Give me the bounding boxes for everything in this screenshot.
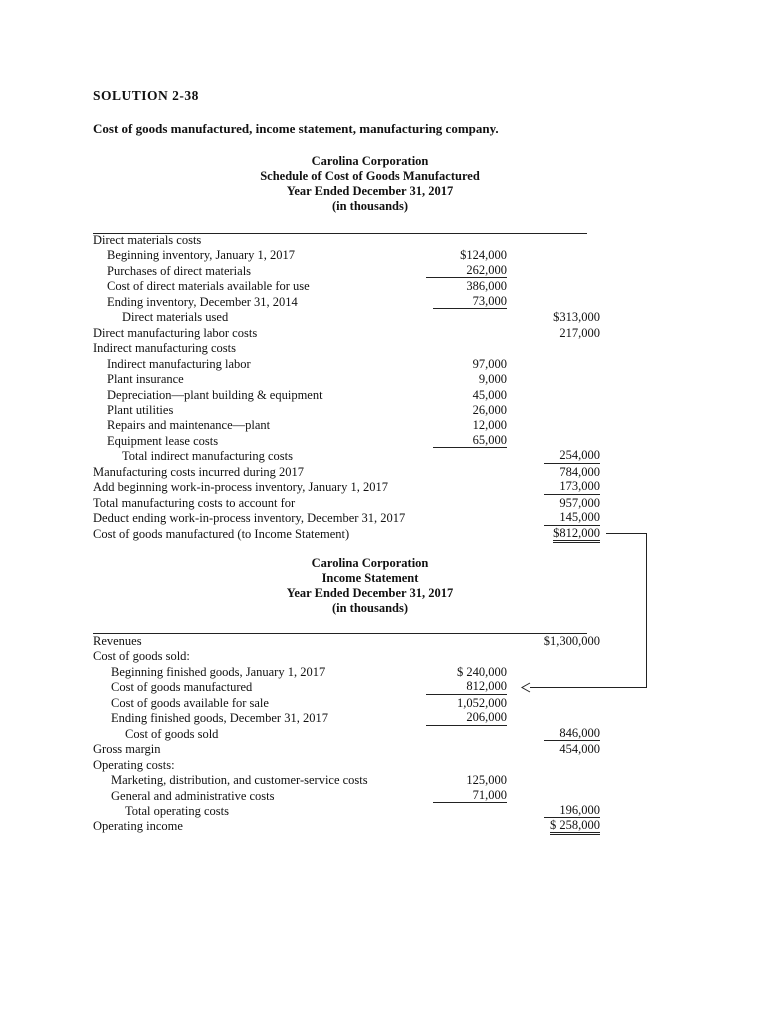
schedule-row-label: Repairs and maintenance—plant bbox=[107, 418, 271, 433]
income-row-total-amount: 196,000 bbox=[544, 804, 600, 818]
schedule-row bbox=[0, 264, 768, 279]
schedule-row-label: Plant insurance bbox=[107, 372, 184, 387]
schedule-row bbox=[0, 388, 768, 403]
schedule-title-block bbox=[200, 154, 540, 214]
income-statement-name: Income Statement bbox=[321, 571, 419, 585]
income-units: (in thousands) bbox=[331, 601, 409, 615]
schedule-row-label: Depreciation—plant building & equipment bbox=[107, 387, 323, 402]
schedule-row bbox=[0, 496, 768, 511]
schedule-units: (in thousands) bbox=[331, 199, 409, 213]
schedule-row-label: Add beginning work-in-process inventory, January 1, 2017 bbox=[93, 480, 388, 495]
schedule-row-label: Indirect manufacturing costs bbox=[93, 341, 237, 356]
schedule-row bbox=[0, 465, 768, 480]
schedule-row-detail-amount: 73,000 bbox=[433, 295, 507, 309]
schedule-row-detail-amount: 26,000 bbox=[472, 402, 507, 417]
schedule-company-name: Carolina Corporation bbox=[311, 154, 429, 168]
schedule-row-label: Direct manufacturing labor costs bbox=[93, 325, 258, 340]
income-row-detail-amount: $ 240,000 bbox=[457, 664, 507, 679]
income-row-total-amount: $ 258,000 bbox=[550, 819, 600, 835]
solution-heading: SOLUTION 2-38 bbox=[93, 88, 199, 103]
schedule-row-detail-amount: $124,000 bbox=[460, 248, 507, 263]
schedule-row bbox=[0, 233, 768, 248]
schedule-row-label: Equipment lease costs bbox=[107, 433, 219, 448]
schedule-row bbox=[0, 527, 768, 542]
connector-line-top bbox=[606, 533, 646, 534]
schedule-row-label: Ending inventory, December 31, 2014 bbox=[107, 294, 298, 309]
schedule-row bbox=[0, 326, 768, 341]
schedule-row-detail-amount: 97,000 bbox=[472, 356, 507, 371]
schedule-row-label: Deduct ending work-in-process inventory, December 31, 2017 bbox=[93, 511, 406, 526]
schedule-row bbox=[0, 295, 768, 310]
income-row bbox=[0, 649, 768, 664]
schedule-row-label: Purchases of direct materials bbox=[107, 263, 252, 278]
income-row bbox=[0, 727, 768, 742]
connector-line-bottom bbox=[530, 687, 647, 688]
schedule-row-total-amount: $313,000 bbox=[553, 310, 600, 325]
schedule-row-label: Beginning inventory, January 1, 2017 bbox=[107, 248, 296, 263]
income-row-total-amount: 846,000 bbox=[544, 727, 600, 741]
income-row-label: Operating income bbox=[93, 819, 183, 834]
schedule-row bbox=[0, 434, 768, 449]
schedule-row-detail-amount: 65,000 bbox=[433, 434, 507, 448]
schedule-statement-name: Schedule of Cost of Goods Manufactured bbox=[260, 169, 480, 183]
income-row bbox=[0, 680, 768, 695]
income-row bbox=[0, 742, 768, 757]
schedule-row-total-amount: 173,000 bbox=[544, 480, 600, 494]
income-row-label: Cost of goods sold bbox=[125, 726, 219, 741]
income-row bbox=[0, 696, 768, 711]
income-row bbox=[0, 634, 768, 649]
schedule-row-total-amount: 254,000 bbox=[544, 449, 600, 463]
schedule-row-label: Cost of goods manufactured (to Income Statement) bbox=[93, 526, 350, 541]
schedule-row-total-amount: 217,000 bbox=[559, 325, 600, 340]
income-row bbox=[0, 789, 768, 804]
schedule-row-label: Indirect manufacturing labor bbox=[107, 356, 251, 371]
income-row-detail-amount: 1,052,000 bbox=[457, 695, 507, 710]
schedule-row-label: Total indirect manufacturing costs bbox=[122, 449, 293, 464]
schedule-row-label: Total manufacturing costs to account for bbox=[93, 495, 296, 510]
income-row-detail-amount: 71,000 bbox=[433, 789, 507, 803]
schedule-row-detail-amount: 12,000 bbox=[472, 418, 507, 433]
income-row bbox=[0, 665, 768, 680]
income-row bbox=[0, 819, 768, 834]
income-row-label: Ending finished goods, December 31, 2017 bbox=[111, 711, 328, 726]
arrow-left-icon bbox=[520, 682, 532, 693]
schedule-row bbox=[0, 403, 768, 418]
income-row-label: Total operating costs bbox=[125, 803, 229, 818]
income-row-label: Cost of goods available for sale bbox=[111, 695, 269, 710]
schedule-row bbox=[0, 480, 768, 495]
schedule-row-total-amount: 784,000 bbox=[559, 464, 600, 479]
income-row-label: General and administrative costs bbox=[111, 788, 275, 803]
income-row bbox=[0, 758, 768, 773]
schedule-row bbox=[0, 357, 768, 372]
income-row-label: Cost of goods sold: bbox=[93, 649, 190, 664]
problem-subheading: Cost of goods manufactured, income statement, manufacturing company. bbox=[93, 121, 499, 136]
income-row bbox=[0, 804, 768, 819]
schedule-row-total-amount: 145,000 bbox=[544, 511, 600, 525]
income-row-total-amount: 454,000 bbox=[559, 742, 600, 757]
schedule-row-label: Direct materials costs bbox=[93, 233, 202, 247]
schedule-row-detail-amount: 9,000 bbox=[478, 372, 507, 387]
schedule-row-label: Manufacturing costs incurred during 2017 bbox=[93, 464, 305, 479]
schedule-row bbox=[0, 372, 768, 387]
income-title-block bbox=[200, 556, 540, 616]
income-row-label: Marketing, distribution, and customer-service costs bbox=[111, 773, 368, 788]
income-row-label: Gross margin bbox=[93, 742, 161, 757]
schedule-row-total-amount: $812,000 bbox=[553, 527, 600, 543]
income-row-detail-amount: 206,000 bbox=[426, 711, 507, 725]
schedule-row bbox=[0, 511, 768, 526]
schedule-row-label: Direct materials used bbox=[122, 310, 229, 325]
schedule-row-total-amount: 957,000 bbox=[559, 495, 600, 510]
schedule-row bbox=[0, 310, 768, 325]
schedule-row bbox=[0, 418, 768, 433]
income-row bbox=[0, 773, 768, 788]
connector-line-vertical bbox=[646, 533, 647, 688]
schedule-row-detail-amount: 262,000 bbox=[426, 264, 507, 278]
income-row-label: Revenues bbox=[93, 634, 142, 648]
schedule-row bbox=[0, 449, 768, 464]
schedule-row-label: Plant utilities bbox=[107, 402, 174, 417]
schedule-period: Year Ended December 31, 2017 bbox=[286, 184, 454, 198]
schedule-row-detail-amount: 45,000 bbox=[472, 387, 507, 402]
income-row-label: Beginning finished goods, January 1, 2017 bbox=[111, 664, 326, 679]
schedule-row bbox=[0, 248, 768, 263]
schedule-row-detail-amount: 386,000 bbox=[466, 279, 507, 294]
income-row-label: Cost of goods manufactured bbox=[111, 680, 253, 695]
income-row-total-amount: $1,300,000 bbox=[543, 634, 600, 648]
income-row-detail-amount: 812,000 bbox=[426, 680, 507, 694]
income-period: Year Ended December 31, 2017 bbox=[286, 586, 454, 600]
schedule-row bbox=[0, 341, 768, 356]
schedule-row bbox=[0, 279, 768, 294]
income-row-detail-amount: 125,000 bbox=[466, 773, 507, 788]
income-company-name: Carolina Corporation bbox=[311, 556, 429, 570]
income-row-label: Operating costs: bbox=[93, 757, 175, 772]
income-row bbox=[0, 711, 768, 726]
schedule-row-label: Cost of direct materials available for use bbox=[107, 279, 310, 294]
